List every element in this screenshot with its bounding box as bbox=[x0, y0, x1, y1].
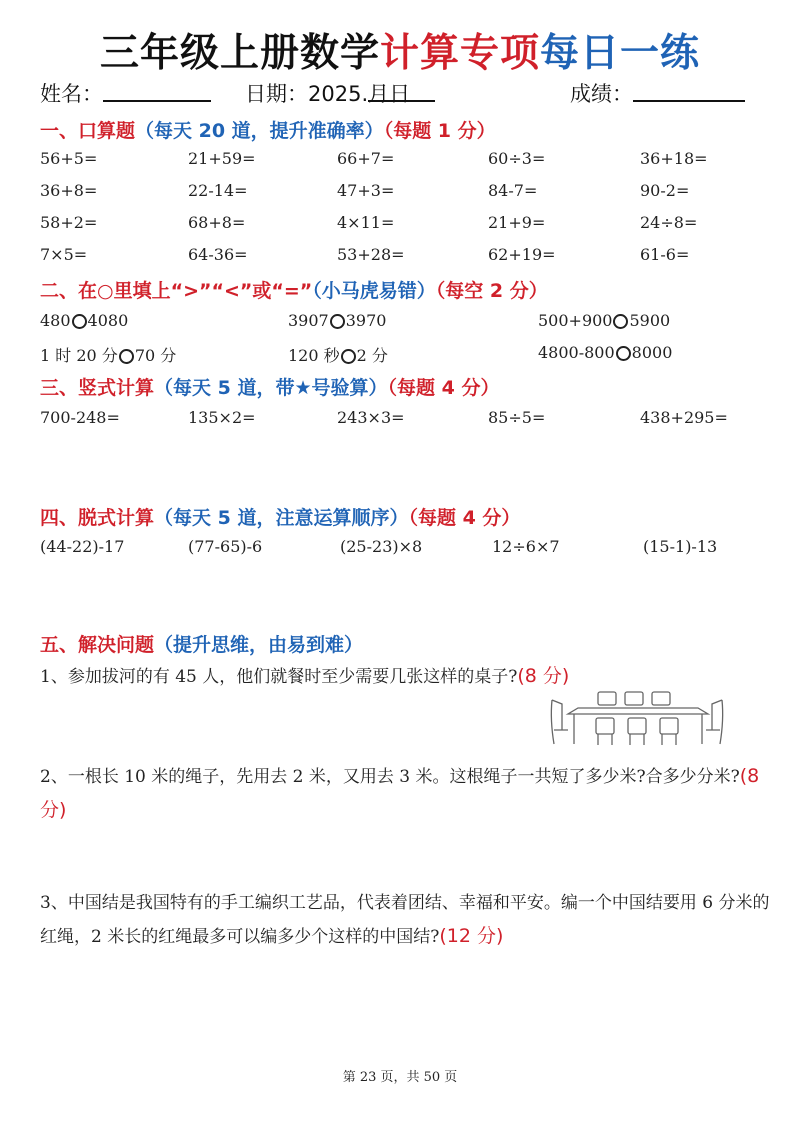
oral-item: 62+19= bbox=[488, 245, 556, 264]
section-3-points: （每题 4 分） bbox=[387, 377, 500, 399]
month-label: 月 bbox=[368, 82, 390, 106]
section-2-heading bbox=[40, 276, 548, 303]
compare-item bbox=[40, 311, 128, 330]
compare-row bbox=[40, 311, 770, 341]
compare-left: 500+900 bbox=[538, 311, 613, 330]
section-1-points: （每题 1 分） bbox=[383, 120, 496, 142]
compare-item bbox=[538, 311, 670, 330]
title-part-1: 三年级上册数学 bbox=[99, 31, 380, 76]
oral-item: 7×5= bbox=[40, 245, 88, 264]
compare-circle[interactable] bbox=[119, 349, 134, 364]
compare-row bbox=[40, 343, 770, 373]
stepwise-item: (77-65)-6 bbox=[188, 537, 263, 556]
section-2-prefix: 二、在○里填上“>”“<”或“=” bbox=[40, 280, 313, 302]
problem-2-score: (8 分) bbox=[40, 765, 760, 821]
compare-left: 480 bbox=[40, 311, 71, 330]
compare-circle[interactable] bbox=[341, 349, 356, 364]
vertical-item: 438+295= bbox=[640, 408, 728, 427]
compare-item bbox=[288, 311, 386, 330]
oral-item: 53+28= bbox=[337, 245, 405, 264]
page-title bbox=[0, 22, 800, 78]
section-2-note: （小马虎易错） bbox=[312, 280, 436, 302]
oral-item: 22-14= bbox=[188, 181, 248, 200]
student-info-row bbox=[40, 78, 770, 110]
section-1-note: （每天 20 道，提升准确率） bbox=[135, 120, 384, 142]
day-label: 日 bbox=[389, 82, 411, 106]
compare-circle[interactable] bbox=[72, 314, 87, 329]
oral-item: 66+7= bbox=[337, 149, 395, 168]
problem-1-score: (8 分) bbox=[517, 665, 570, 687]
vertical-item: 700-248= bbox=[40, 408, 120, 427]
stepwise-item: (25-23)×8 bbox=[340, 537, 423, 556]
dining-table-image bbox=[548, 690, 726, 746]
page-number: 第 23 页，共 50 页 bbox=[342, 1070, 458, 1085]
compare-item bbox=[288, 343, 388, 366]
date-field bbox=[245, 78, 410, 108]
vertical-item: 243×3= bbox=[337, 408, 405, 427]
oral-item: 60÷3= bbox=[488, 149, 546, 168]
compare-item bbox=[40, 343, 176, 366]
compare-left: 1 时 20 分 bbox=[40, 346, 118, 365]
oral-row bbox=[40, 245, 770, 275]
problem-2-text: 2、一根长 10 米的绳子，先用去 2 米，又用去 3 米。这根绳子一共短了多少米?合多少分米? bbox=[40, 767, 740, 787]
score-label: 成绩： bbox=[570, 82, 633, 106]
compare-circle[interactable] bbox=[616, 346, 631, 361]
oral-row bbox=[40, 181, 770, 211]
oral-item: 21+9= bbox=[488, 213, 546, 232]
stepwise-item: 12÷6×7 bbox=[492, 537, 560, 556]
problem-3 bbox=[40, 887, 770, 954]
section-3-note: （每天 5 道，带★号验算） bbox=[154, 377, 388, 399]
oral-row bbox=[40, 149, 770, 179]
section-5-prefix: 五、解决问题 bbox=[40, 634, 155, 656]
stepwise-item: (44-22)-17 bbox=[40, 537, 125, 556]
day-blank[interactable] bbox=[389, 78, 435, 102]
section-1-heading bbox=[40, 116, 496, 143]
section-4-note: （每天 5 道，注意运算顺序） bbox=[154, 507, 409, 529]
date-label: 日期：2025. bbox=[245, 82, 369, 106]
score-blank[interactable] bbox=[633, 78, 745, 102]
oral-item: 58+2= bbox=[40, 213, 98, 232]
compare-right: 3970 bbox=[345, 311, 387, 330]
compare-right: 2 分 bbox=[356, 346, 388, 365]
vertical-row bbox=[40, 408, 770, 438]
oral-item: 90-2= bbox=[640, 181, 690, 200]
title-part-2: 计算专项 bbox=[379, 31, 540, 76]
title-part-3: 每日一练 bbox=[540, 31, 701, 76]
oral-item: 64-36= bbox=[188, 245, 248, 264]
section-4-prefix: 四、脱式计算 bbox=[40, 507, 155, 529]
compare-right: 5900 bbox=[629, 311, 671, 330]
problem-1 bbox=[40, 660, 770, 694]
section-5-heading bbox=[40, 630, 363, 657]
oral-item: 61-6= bbox=[640, 245, 690, 264]
score-field bbox=[570, 78, 633, 108]
oral-item: 36+18= bbox=[640, 149, 708, 168]
problem-1-text: 1、参加拔河的有 45 人，他们就餐时至少需要几张这样的桌子? bbox=[40, 667, 518, 687]
section-4-heading bbox=[40, 503, 520, 530]
stepwise-row bbox=[40, 537, 770, 567]
oral-item: 21+59= bbox=[188, 149, 256, 168]
oral-item: 47+3= bbox=[337, 181, 395, 200]
compare-circle[interactable] bbox=[613, 314, 628, 329]
name-label: 姓名： bbox=[40, 82, 103, 106]
section-1-prefix: 一、口算题 bbox=[40, 120, 136, 142]
oral-item: 36+8= bbox=[40, 181, 98, 200]
problem-3-score: (12 分) bbox=[439, 925, 504, 947]
compare-left: 120 秒 bbox=[288, 346, 340, 365]
compare-circle[interactable] bbox=[330, 314, 345, 329]
oral-item: 56+5= bbox=[40, 149, 98, 168]
oral-item: 4×11= bbox=[337, 213, 395, 232]
section-4-points: （每题 4 分） bbox=[408, 507, 521, 529]
stepwise-item: (15-1)-13 bbox=[643, 537, 718, 556]
oral-row bbox=[40, 213, 770, 243]
vertical-item: 85÷5= bbox=[488, 408, 546, 427]
name-field bbox=[40, 78, 103, 108]
problem-3-text: 3、中国结是我国特有的手工编织工艺品，代表着团结、幸福和平安。编一个中国结要用 6 分米的红绳，2 米长的红绳最多可以编多少个这样的中国结? bbox=[40, 893, 770, 947]
oral-item: 24÷8= bbox=[640, 213, 698, 232]
problem-2 bbox=[40, 760, 770, 828]
oral-item: 84-7= bbox=[488, 181, 538, 200]
name-blank[interactable] bbox=[103, 78, 211, 102]
compare-left: 3907 bbox=[288, 311, 329, 330]
oral-item: 68+8= bbox=[188, 213, 246, 232]
section-3-prefix: 三、竖式计算 bbox=[40, 377, 155, 399]
section-3-heading bbox=[40, 373, 499, 400]
compare-right: 70 分 bbox=[134, 346, 177, 365]
compare-right: 8000 bbox=[631, 343, 673, 362]
section-2-points: （每空 2 分） bbox=[435, 280, 548, 302]
compare-left: 4800-800 bbox=[538, 343, 615, 362]
compare-right: 4080 bbox=[87, 311, 129, 330]
vertical-item: 135×2= bbox=[188, 408, 256, 427]
compare-item bbox=[538, 343, 672, 362]
section-5-note: （提升思维，由易到难） bbox=[154, 634, 364, 656]
